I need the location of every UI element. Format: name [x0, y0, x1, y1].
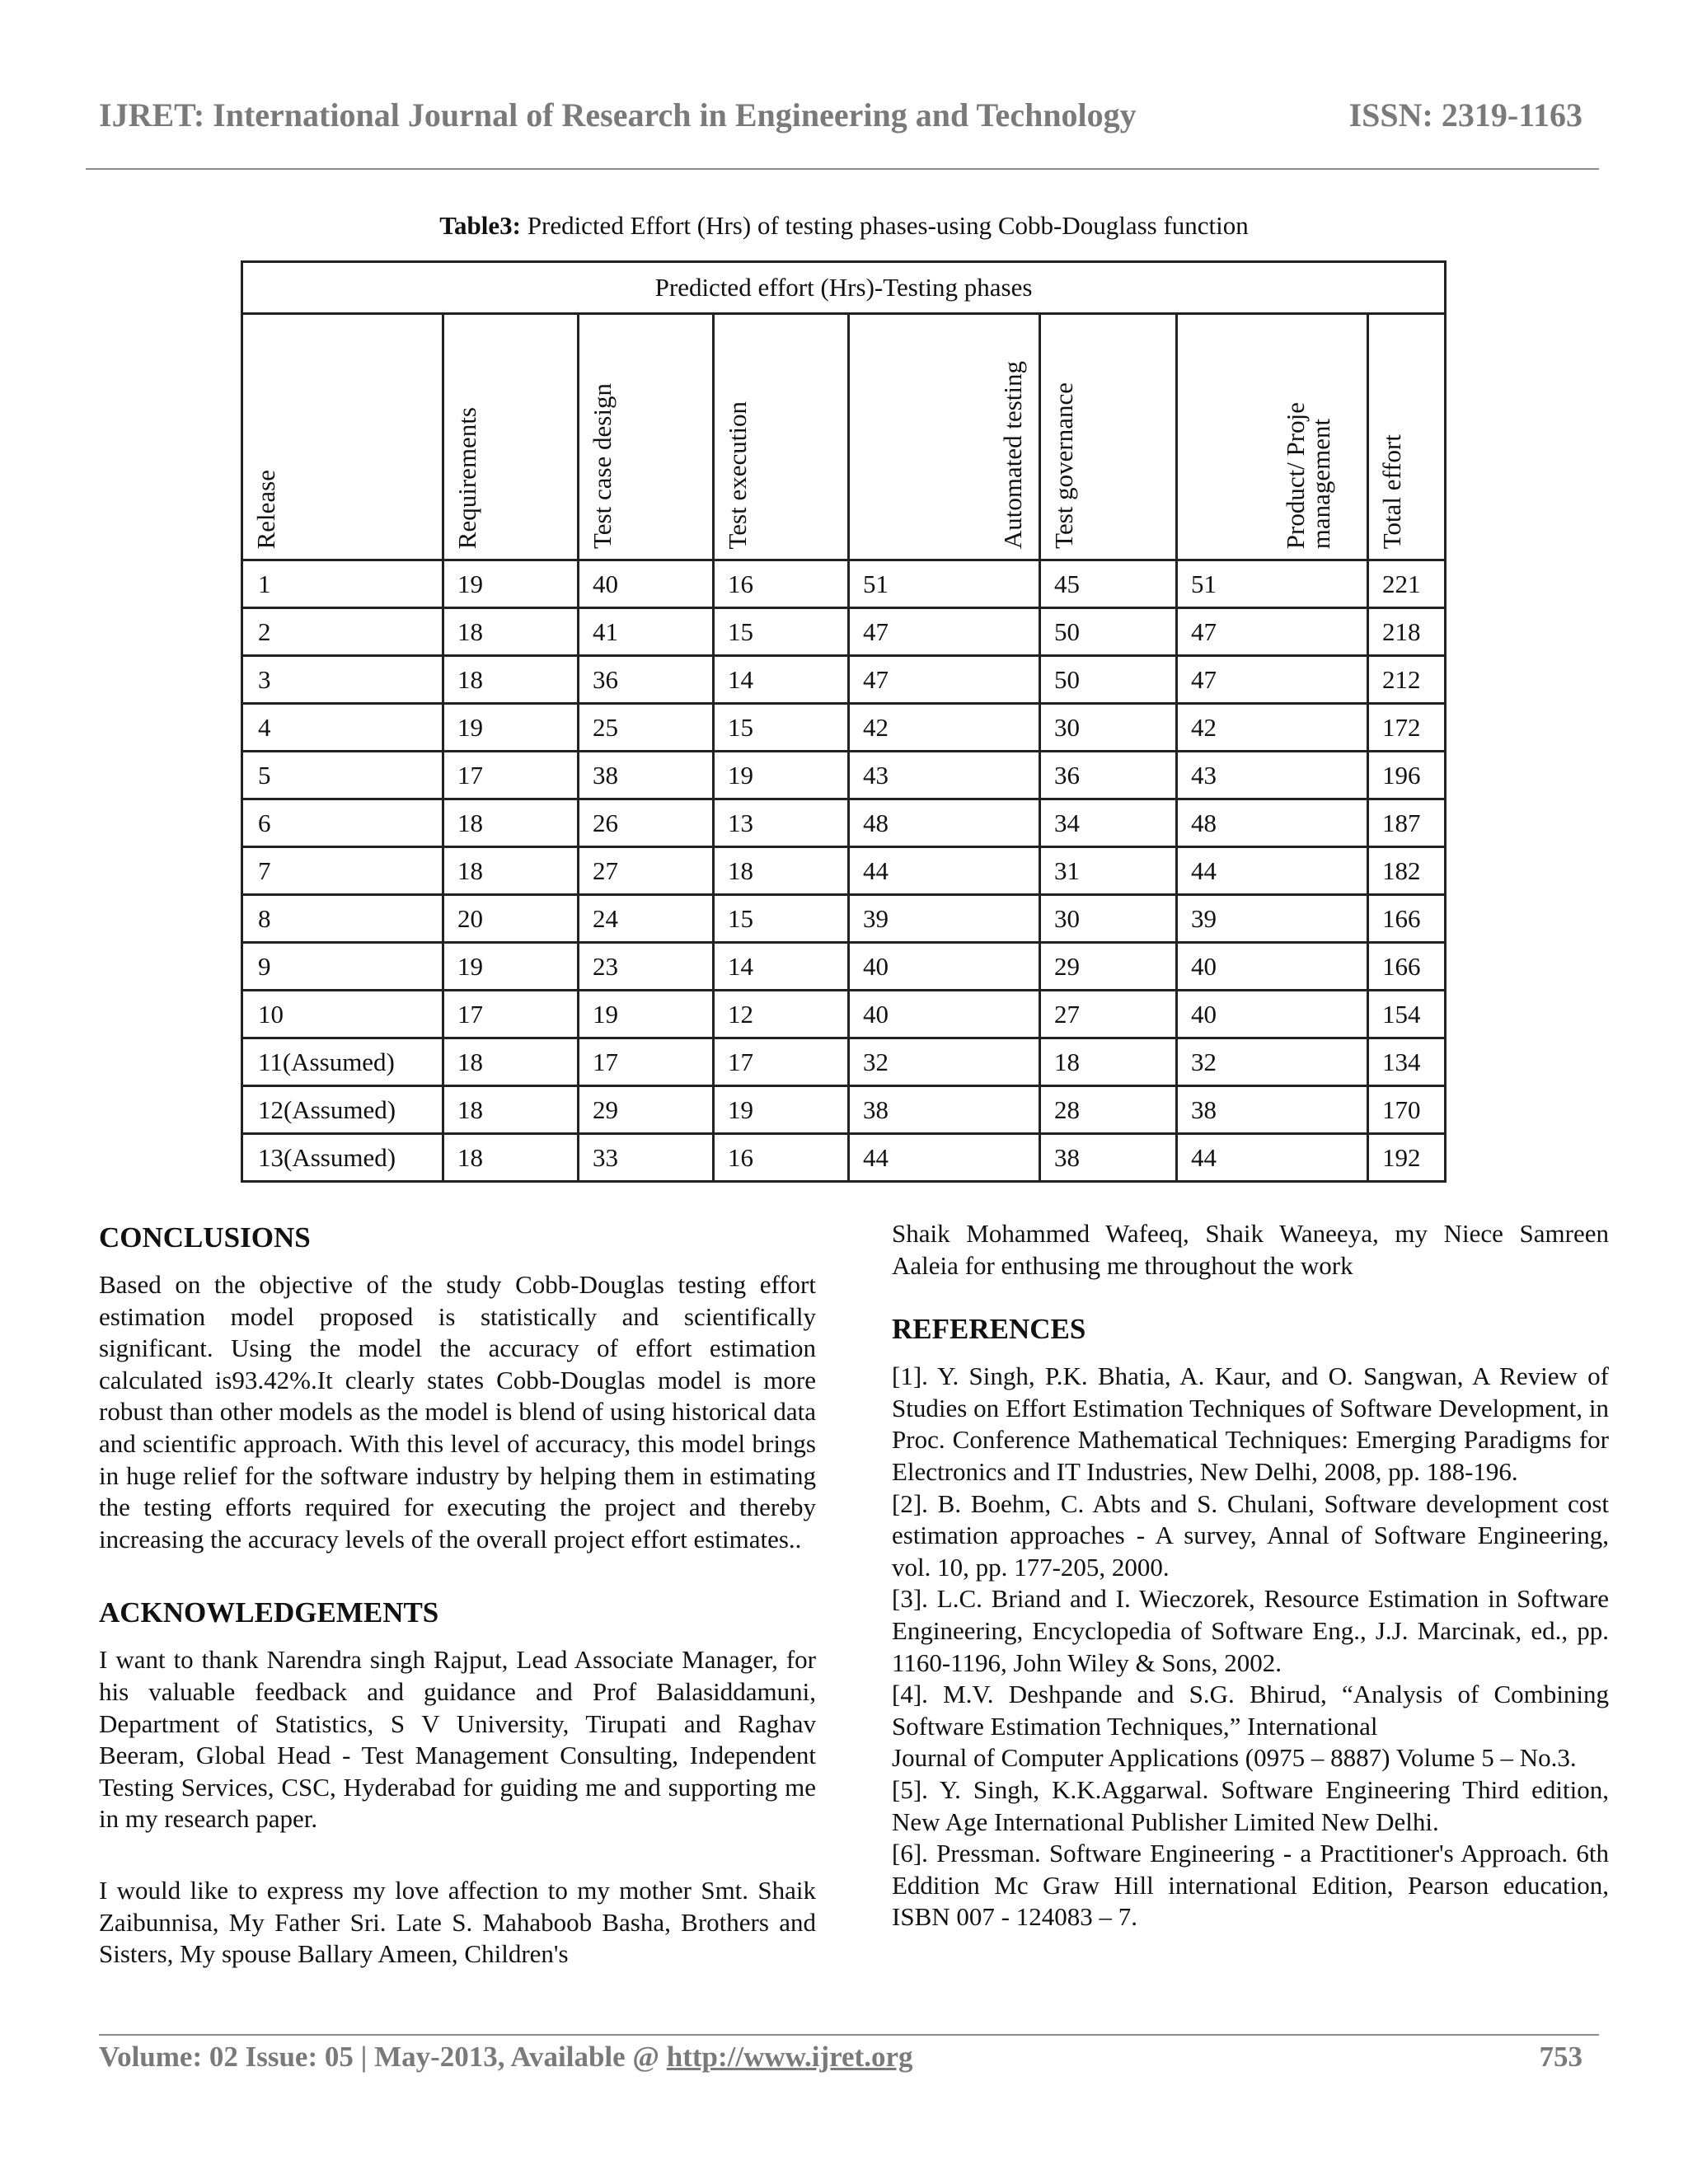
table-row — [242, 1086, 1446, 1134]
value-cell: 25 — [579, 704, 714, 752]
value-cell: 19 — [714, 752, 849, 799]
reference-item: [6]. Pressman. Software Engineering - a Practitioner's Approach. 6th Eddition Mc Graw Hill international Edition, Pearson education, ISBN 007 - 124083 – 7. — [892, 1839, 1609, 1932]
value-cell: 13 — [714, 799, 849, 847]
journal-title: IJRET: International Journal of Research in Engineering and Technology — [99, 96, 1137, 134]
value-cell: 15 — [714, 895, 849, 943]
value-cell: 19 — [443, 560, 579, 608]
reference-item: [3]. L.C. Briand and I. Wieczorek, Resource Estimation in Software Engineering, Encyclopedia of Software Eng., J.J. Marcinak, ed., pp. 1160-1196, John Wiley & Sons, 2002. — [892, 1584, 1609, 1677]
acknowledgements-paragraph-2-continued: Shaik Mohammed Wafeeq, Shaik Waneeya, my Niece Samreen Aaleia for enthusing me throughout the work — [892, 1219, 1609, 1280]
value-cell: 36 — [579, 656, 714, 704]
value-cell: 18 — [443, 608, 579, 656]
value-cell: 196 — [1368, 752, 1446, 799]
value-cell: 221 — [1368, 560, 1446, 608]
value-cell: 30 — [1040, 704, 1177, 752]
value-cell: 27 — [1040, 991, 1177, 1038]
left-column — [99, 1220, 816, 1971]
value-cell: 27 — [579, 847, 714, 895]
release-cell: 1 — [242, 560, 443, 608]
value-cell: 15 — [714, 704, 849, 752]
release-cell: 11(Assumed) — [242, 1038, 443, 1086]
value-cell: 29 — [1040, 943, 1177, 991]
reference-item: Journal of Computer Applications (0975 – 8887) Volume 5 – No.3. — [892, 1743, 1577, 1773]
value-cell: 18 — [443, 656, 579, 704]
table-row — [242, 560, 1446, 608]
value-cell: 32 — [849, 1038, 1040, 1086]
value-cell: 187 — [1368, 799, 1446, 847]
acknowledgements-paragraph-2: I would like to express my love affection to my mother Smt. Shaik Zaibunnisa, My Father Sri. Late S. Mahaboob Basha, Brothers and Sisters, My spouse Ballary Ameen, Children's — [99, 1875, 816, 1969]
reference-list — [892, 1361, 1609, 1933]
conclusions-heading: CONCLUSIONS — [99, 1221, 311, 1254]
release-cell: 3 — [242, 656, 443, 704]
value-cell: 48 — [849, 799, 1040, 847]
value-cell: 18 — [443, 1038, 579, 1086]
value-cell: 23 — [579, 943, 714, 991]
value-cell: 18 — [443, 1134, 579, 1182]
table-row — [242, 943, 1446, 991]
value-cell: 24 — [579, 895, 714, 943]
value-cell: 166 — [1368, 895, 1446, 943]
table-group-header: Predicted effort (Hrs)-Testing phases — [242, 262, 1446, 314]
value-cell: 47 — [849, 608, 1040, 656]
footer-text — [99, 2041, 913, 2074]
value-cell: 182 — [1368, 847, 1446, 895]
acknowledgements-heading: ACKNOWLEDGEMENTS — [99, 1596, 439, 1629]
value-cell: 40 — [849, 991, 1040, 1038]
value-cell: 17 — [443, 752, 579, 799]
value-cell: 44 — [1177, 1134, 1368, 1182]
value-cell: 18 — [443, 847, 579, 895]
value-cell: 212 — [1368, 656, 1446, 704]
value-cell: 19 — [443, 704, 579, 752]
reference-item: [1]. Y. Singh, P.K. Bhatia, A. Kaur, and O. Sangwan, A Review of Studies on Effort Estimation Techniques of Software Development, in Proc. Conference Mathematical Techniques: Emerging Paradigms for Electronics and IT Industries, New Delhi, 2008, pp. 188-196. — [892, 1361, 1609, 1486]
acknowledgements-paragraph-1: I want to thank Narendra singh Rajput, Lead Associate Manager, for his valuable feedback and guidance and Prof Balasiddamuni, Department of Statistics, S V University, Tirupati and Raghav Beeram, Global Head - Test Management Consulting, Independent Testing Services, CSC, Hyderabad for guiding me and supporting me in my research paper. — [99, 1645, 816, 1834]
value-cell: 154 — [1368, 991, 1446, 1038]
value-cell: 15 — [714, 608, 849, 656]
value-cell: 218 — [1368, 608, 1446, 656]
footer-journal-link[interactable]: http://www.ijret.org — [666, 2041, 913, 2073]
table-row — [242, 799, 1446, 847]
value-cell: 38 — [579, 752, 714, 799]
value-cell: 172 — [1368, 704, 1446, 752]
column-header-automated-testing: Automated testing — [849, 314, 1040, 560]
value-cell: 47 — [1177, 656, 1368, 704]
value-cell: 32 — [1177, 1038, 1368, 1086]
value-cell: 47 — [1177, 608, 1368, 656]
value-cell: 19 — [579, 991, 714, 1038]
value-cell: 28 — [1040, 1086, 1177, 1134]
release-cell: 9 — [242, 943, 443, 991]
release-cell: 12(Assumed) — [242, 1086, 443, 1134]
value-cell: 41 — [579, 608, 714, 656]
value-cell: 40 — [579, 560, 714, 608]
value-cell: 12 — [714, 991, 849, 1038]
column-header-total-effort: Total effort — [1368, 314, 1446, 560]
value-cell: 38 — [849, 1086, 1040, 1134]
value-cell: 47 — [849, 656, 1040, 704]
value-cell: 29 — [579, 1086, 714, 1134]
value-cell: 20 — [443, 895, 579, 943]
value-cell: 43 — [1177, 752, 1368, 799]
value-cell: 166 — [1368, 943, 1446, 991]
reference-item: [2]. B. Boehm, C. Abts and S. Chulani, Software development cost estimation approaches - A survey, Annal of Software Engineering, vol. 10, pp. 177-205, 2000. — [892, 1488, 1609, 1582]
value-cell: 17 — [443, 991, 579, 1038]
footer-divider — [99, 2034, 1599, 2036]
value-cell: 51 — [849, 560, 1040, 608]
header-divider — [86, 168, 1599, 170]
release-cell: 4 — [242, 704, 443, 752]
references-heading: REFERENCES — [892, 1313, 1086, 1346]
table-caption-text: Predicted Effort (Hrs) of testing phases-using Cobb-Douglass function — [521, 211, 1249, 240]
value-cell: 36 — [1040, 752, 1177, 799]
value-cell: 14 — [714, 656, 849, 704]
value-cell: 38 — [1177, 1086, 1368, 1134]
table-caption — [0, 211, 1688, 241]
column-header-test-case-design: Test case design — [579, 314, 714, 560]
value-cell: 50 — [1040, 656, 1177, 704]
table-body — [242, 560, 1446, 1182]
value-cell: 17 — [579, 1038, 714, 1086]
reference-item: [4]. M.V. Deshpande and S.G. Bhirud, “Analysis of Combining Software Estimation Techniques,” International — [892, 1680, 1609, 1741]
value-cell: 44 — [849, 1134, 1040, 1182]
value-cell: 18 — [443, 1086, 579, 1134]
value-cell: 42 — [849, 704, 1040, 752]
value-cell: 19 — [714, 1086, 849, 1134]
table-row — [242, 656, 1446, 704]
value-cell: 17 — [714, 1038, 849, 1086]
value-cell: 44 — [1177, 847, 1368, 895]
release-cell: 5 — [242, 752, 443, 799]
value-cell: 43 — [849, 752, 1040, 799]
value-cell: 51 — [1177, 560, 1368, 608]
release-cell: 7 — [242, 847, 443, 895]
reference-item: [5]. Y. Singh, K.K.Aggarwal. Software Engineering Third edition, New Age International Publisher Limited New Delhi. — [892, 1774, 1609, 1836]
release-cell: 8 — [242, 895, 443, 943]
conclusions-text: Based on the objective of the study Cobb-Douglas testing effort estimation model proposed is statistically and scientifically significant. Using the model the accuracy of effort estimation calculated is93.42%.It clearly states Cobb-Douglas model is more robust than other models as the model is blend of using historical data and scientific approach. With this level of accuracy, this model brings in huge relief for the software industry by helping them in estimating the testing efforts required for executing the project and thereby increasing the accuracy levels of the overall project effort estimates.. — [99, 1270, 816, 1554]
column-header-project-management: Product/ Proje management — [1177, 314, 1368, 560]
right-column — [892, 1218, 1609, 1933]
value-cell: 40 — [1177, 991, 1368, 1038]
value-cell: 192 — [1368, 1134, 1446, 1182]
value-cell: 39 — [849, 895, 1040, 943]
value-cell: 38 — [1040, 1134, 1177, 1182]
value-cell: 14 — [714, 943, 849, 991]
table-row — [242, 847, 1446, 895]
table-row — [242, 1038, 1446, 1086]
release-cell: 6 — [242, 799, 443, 847]
value-cell: 50 — [1040, 608, 1177, 656]
value-cell: 39 — [1177, 895, 1368, 943]
value-cell: 40 — [849, 943, 1040, 991]
issn: ISSN: 2319-1163 — [1348, 96, 1582, 134]
effort-table — [241, 260, 1447, 1183]
value-cell: 42 — [1177, 704, 1368, 752]
value-cell: 19 — [443, 943, 579, 991]
table-row — [242, 752, 1446, 799]
value-cell: 30 — [1040, 895, 1177, 943]
value-cell: 26 — [579, 799, 714, 847]
release-cell: 2 — [242, 608, 443, 656]
column-header-requirements: Requirements — [443, 314, 579, 560]
release-cell: 13(Assumed) — [242, 1134, 443, 1182]
column-header-release: Release — [242, 314, 443, 560]
table-row — [242, 895, 1446, 943]
release-cell: 10 — [242, 991, 443, 1038]
value-cell: 18 — [1040, 1038, 1177, 1086]
table-caption-label: Table3: — [439, 211, 521, 240]
footer-volume-info: Volume: 02 Issue: 05 | May-2013, Available @ — [99, 2041, 667, 2073]
column-header-test-execution: Test execution — [714, 314, 849, 560]
table-row — [242, 704, 1446, 752]
value-cell: 48 — [1177, 799, 1368, 847]
value-cell: 31 — [1040, 847, 1177, 895]
value-cell: 44 — [849, 847, 1040, 895]
value-cell: 40 — [1177, 943, 1368, 991]
value-cell: 16 — [714, 560, 849, 608]
value-cell: 170 — [1368, 1086, 1446, 1134]
table-row — [242, 991, 1446, 1038]
value-cell: 16 — [714, 1134, 849, 1182]
page-number: 753 — [1539, 2041, 1582, 2073]
table-row — [242, 1134, 1446, 1182]
column-header-test-governance: Test governance — [1040, 314, 1177, 560]
value-cell: 18 — [443, 799, 579, 847]
value-cell: 18 — [714, 847, 849, 895]
table-row — [242, 608, 1446, 656]
value-cell: 34 — [1040, 799, 1177, 847]
value-cell: 134 — [1368, 1038, 1446, 1086]
value-cell: 33 — [579, 1134, 714, 1182]
value-cell: 45 — [1040, 560, 1177, 608]
